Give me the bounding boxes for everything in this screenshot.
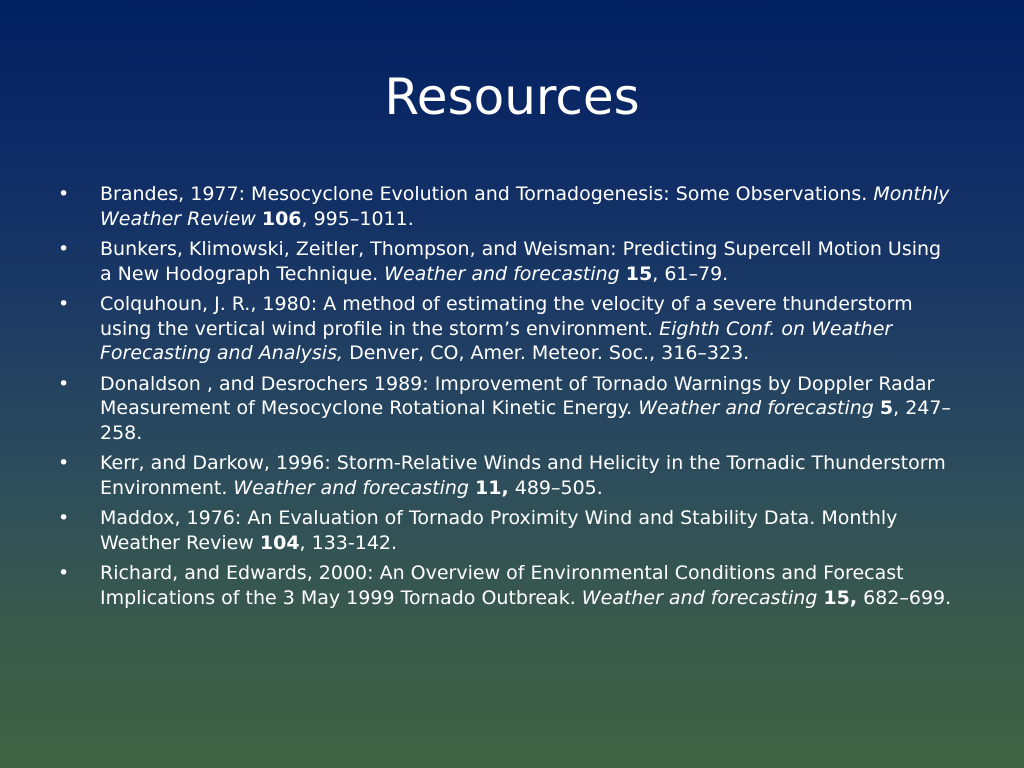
reference-text-segment: 489–505. [508,476,603,499]
reference-text-segment: 682–699. [857,586,952,609]
reference-text-segment: 11, [475,476,509,499]
reference-text-segment: , 61–79. [652,262,729,285]
bullet-icon: • [58,562,70,584]
reference-text-segment: Weather and forecasting [581,586,818,609]
reference-item [58,182,958,231]
reference-item [58,237,958,286]
reference-text-segment: 5 [879,397,894,419]
reference-list [58,182,958,616]
reference-text-segment: 106 [261,207,302,230]
reference-text-segment: Denver, CO, Amer. Meteor. Soc., 316–323. [343,342,750,364]
reference-text-segment: Colquhoun, J. R., 1980: A method of estimating the velocity of a severe thunderstorm using the vertical wind profile in the storm’s environment. [100,293,913,340]
reference-text-segment: Richard, and Edwards, 2000: An Overview of Environmental Conditions and Forecast Implications of the 3 May 1999 Tornado Outbreak. [100,562,904,609]
reference-text-segment: Weather and forecasting [384,262,620,285]
reference-text-segment: Donaldson , and Desrochers 1989: Improvement of Tornado Warnings by Doppler Radar Measurement of Mesocyclone Rotational Kinetic Energy. [100,372,935,419]
bullet-icon: • [58,293,70,315]
bullet-icon: • [58,507,70,529]
reference-text-segment: , 995–1011. [301,207,414,230]
reference-text-segment: Brandes, 1977: Mesocyclone Evolution and Tornadogenesis: Some Observations. [100,183,874,205]
reference-text-segment: Kerr, and Darkow, 1996: Storm-Relative Winds and Helicity in the Tornadic Thunderstorm Environment. [100,452,946,499]
bullet-icon: • [58,452,70,474]
reference-item [58,292,958,366]
reference-text-segment: Bunkers, Klimowski, Zeitler, Thompson, and Weisman: Predicting Supercell Motion Using a New Hodograph Technique. [100,238,942,285]
reference-text-segment: 15, [823,586,858,609]
bullet-icon: • [58,183,70,205]
reference-text-segment: , 133-142. [299,531,398,554]
reference-item [58,561,958,610]
reference-text-segment: Weather and forecasting [638,397,874,419]
reference-text-segment: 15 [625,262,653,285]
reference-item [58,372,958,446]
reference-item [58,506,958,555]
reference-text-segment: Weather and forecasting [233,476,469,499]
slide-title: Resources [384,68,640,126]
reference-text-segment: Monthly Weather Review [100,183,950,230]
reference-text-segment: Maddox, 1976: An Evaluation of Tornado Proximity Wind and Stability Data. Monthly Weather Review [100,507,898,554]
reference-item [58,451,958,500]
reference-text-segment: , 247–258. [100,397,951,444]
reference-text-segment: 104 [259,531,300,554]
bullet-icon: • [58,372,70,395]
reference-text-segment: Eighth Conf. on Weather Forecasting and Analysis, [100,317,893,364]
bullet-icon: • [58,238,70,260]
